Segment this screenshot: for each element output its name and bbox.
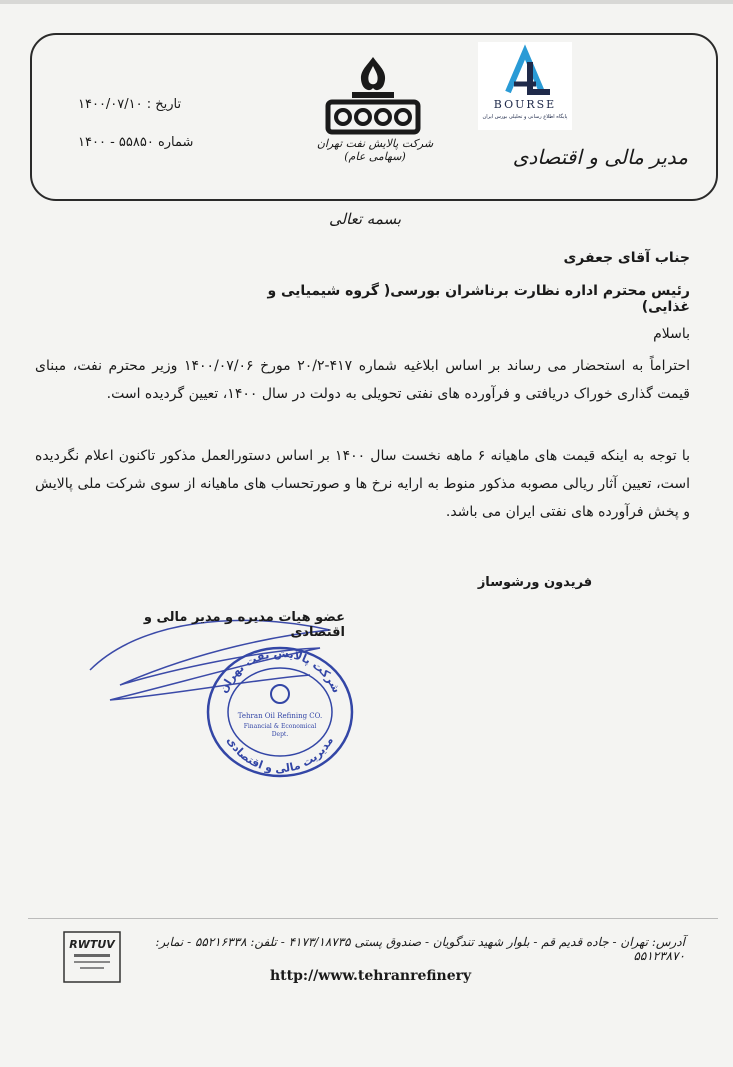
stamp-bottom-text: مدیریت مالی و اقتصادی	[224, 734, 336, 776]
bourse-mark-icon	[478, 42, 572, 102]
footer-divider	[28, 918, 718, 919]
addressee-name: جناب آقای جعفری	[563, 250, 690, 266]
body-paragraph-2: با توجه به اینکه قیمت های ماهیانه ۶ ماهه نخست سال ۱۴۰۰ بر اساس دستورالعمل مذکور تاکنون اعلام نگردیده است، تعیین آثار ریالی مصوبه مذکور منوط به ارایه نرخ ها و صورتحساب های ماهیانه از سوی شرکت ملی پالایش و پخش فرآورده های نفتی ایران می باشد.	[35, 448, 690, 520]
stamp-en-line-3: Dept.	[271, 731, 289, 738]
body-paragraph-1: احتراماً به استحضار می رساند بر اساس ابلاغیه شماره ۴۱۷-۲۰/۲ مورخ ۱۴۰۰/۰۷/۰۶ وزیر محترم نفت، مبنای قیمت گذاری خوراک دریافتی و فرآورده های نفتی تحویلی به دولت در سال ۱۴۰۰، تعیین گردیده است.	[35, 358, 691, 402]
footer-website-link[interactable]: http://www.tehranrefinery	[270, 968, 472, 984]
signatory-role: عضو هیات مدیره و مدیر مالی و اقتصادی	[143, 610, 345, 640]
official-stamp	[200, 640, 360, 780]
refinery-logo-icon	[318, 52, 428, 142]
page-edge	[0, 0, 733, 4]
stamp-en-line-1: Tehran Oil Refining CO.	[237, 712, 323, 720]
basmala: بسمه تعالی	[328, 210, 402, 228]
rwtuv-certification-icon	[62, 930, 122, 984]
stamp-top-text: شرکت پالایش نفت تهران	[216, 646, 344, 696]
footer-address: آدرس: تهران - جاده قدیم قم - بلوار شهید تندگویان - صندوق پستی ۴۱۷۳/۱۸۷۳۵ - تلفن: ۵۵۲۱۶۳۳۸ - نمابر: ۵۵۱۲۳۸۷۰	[155, 935, 685, 963]
bourse-word: BOURSE	[493, 98, 557, 111]
letter-number: شماره ۵۵۸۵۰ - ۱۴۰۰	[78, 135, 194, 150]
bourse-subtitle: پایگاه اطلاع رسانی و تحلیلی بورس ایران	[482, 114, 568, 120]
greeting: باسلام	[653, 326, 690, 342]
rwtuv-label: RWTUV	[69, 938, 115, 951]
letter-date: تاریخ : ۱۴۰۰/۰۷/۱۰	[78, 97, 182, 112]
signatory-name: فریدون ورشوساز	[477, 575, 593, 590]
company-caption: شرکت پالایش نفت تهران (سهامی عام)	[316, 137, 434, 163]
stamp-en-line-2: Financial & Economical	[243, 723, 317, 730]
department-heading: مدیر مالی و اقتصادی	[512, 145, 688, 169]
bourse-logo	[478, 42, 572, 130]
addressee-title: رئیس محترم اداره نظارت برناشران بورسی( گروه شیمیایی و غذایی)	[267, 283, 690, 315]
